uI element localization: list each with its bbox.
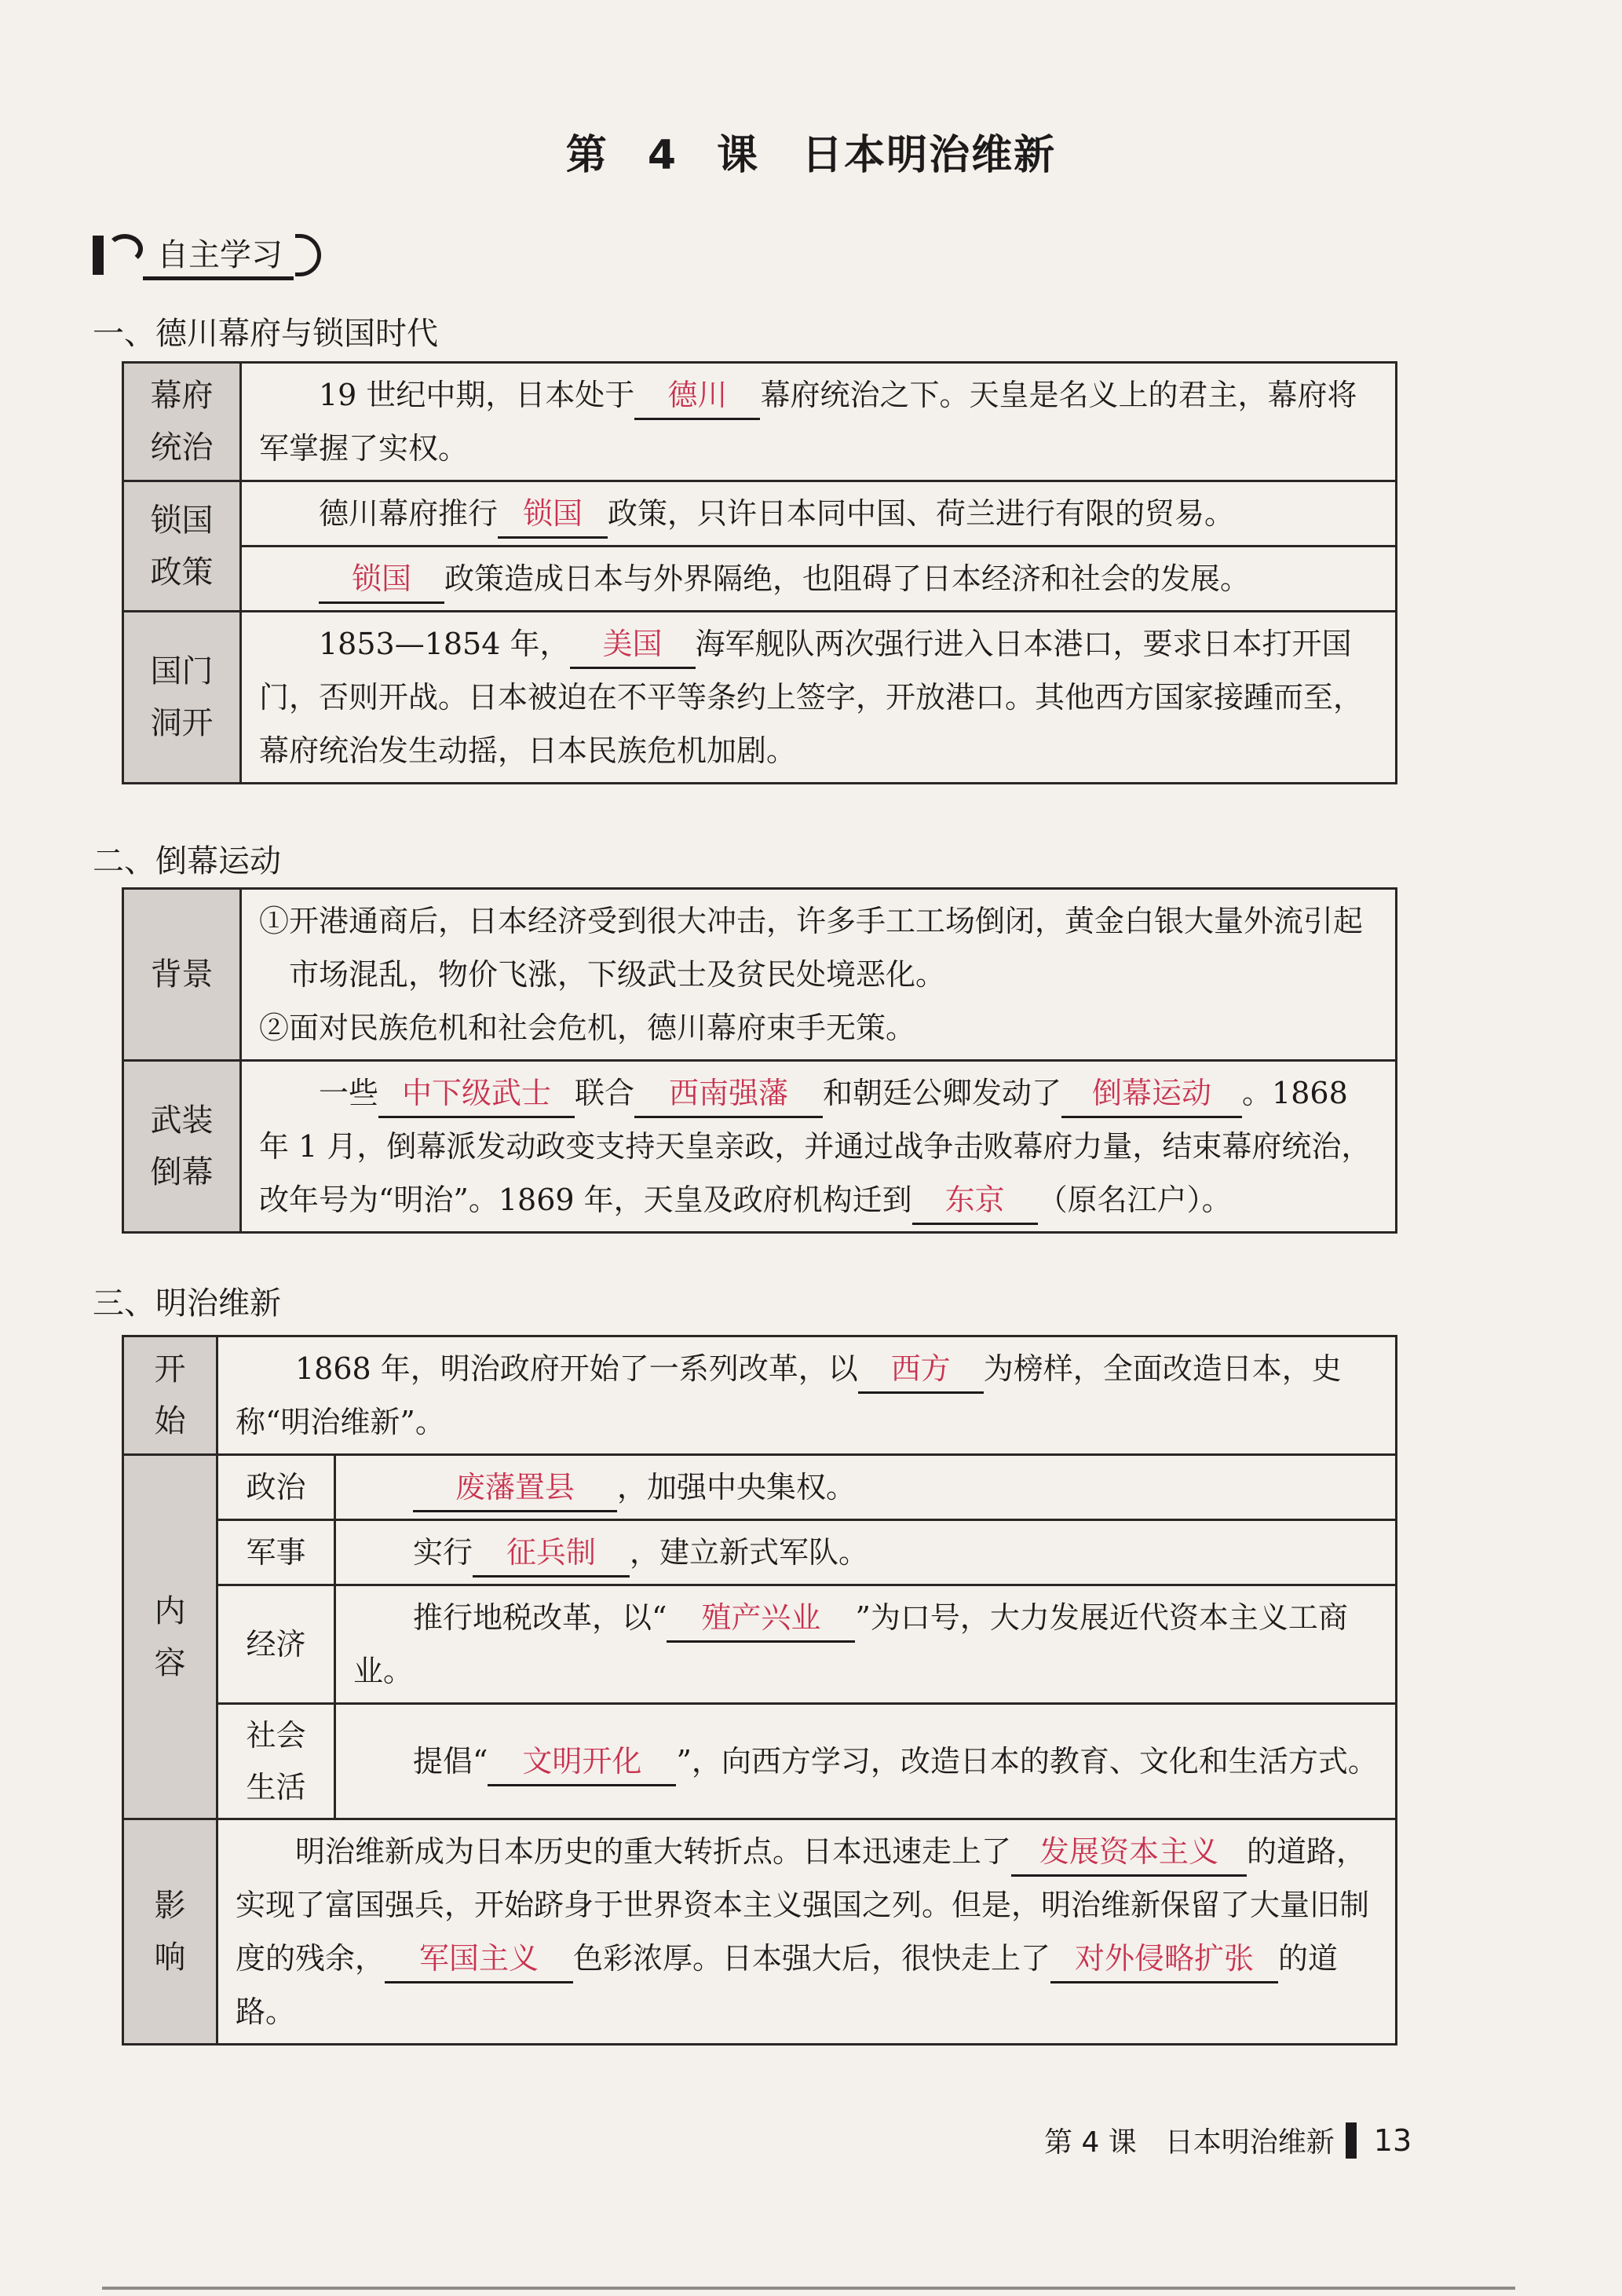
- row-label: 幕府 统治: [123, 363, 241, 481]
- footer-lesson: 第 4 课 日本明治维新: [1044, 2126, 1335, 2159]
- answer-blank: 征兵制: [473, 1530, 630, 1578]
- section-banner-label: 自主学习: [143, 230, 294, 280]
- row-label: 国门 洞开: [123, 612, 241, 784]
- sub-label: 政治: [217, 1455, 335, 1520]
- table-row: [123, 1061, 1397, 1233]
- answer-blank: 西方: [858, 1346, 984, 1394]
- answer-blank: 军国主义: [385, 1936, 573, 1983]
- answer-blank: 美国: [570, 621, 696, 669]
- table-row: [123, 363, 1397, 481]
- answer-blank: 倒幕运动: [1061, 1070, 1242, 1118]
- section-heading-3: 三、明治维新: [93, 1285, 281, 1322]
- page-bottom-rule: [102, 2287, 1515, 2290]
- table-row: [123, 547, 1397, 612]
- table-meiji: [122, 1335, 1397, 2046]
- section-heading-1: 一、德川幕府与锁国时代: [93, 316, 438, 352]
- row-label: 内 容: [123, 1455, 217, 1819]
- lesson-title: 第 4 课 日本明治维新: [565, 132, 1057, 179]
- answer-blank: 锁国: [498, 491, 608, 539]
- background-item-2: ②面对民族危机和社会危机，德川幕府束手无策。: [259, 1011, 916, 1045]
- answer-blank: 文明开化: [488, 1738, 676, 1786]
- row-content: [241, 889, 1397, 1061]
- row-label: 武装 倒幕: [123, 1061, 241, 1233]
- footer-divider: [1346, 2122, 1357, 2159]
- row-content: 一些 中下级武士 联合 西南强藩 和朝廷公卿发动了 倒幕运动 。1868 年 1 月，倒幕派发动政变支持天皇亲政，并通过战争击败幕府力量，结束幕府统治，改年号为“明治”。1869 年，天皇及政府机构迁到 东京 （原名江户）。: [241, 1061, 1397, 1233]
- answer-blank: 中下级武士: [378, 1070, 575, 1118]
- answer-blank: 殖产兴业: [667, 1595, 855, 1643]
- answer-blank: 西南强藩: [634, 1070, 823, 1118]
- table-row: [123, 481, 1397, 547]
- page-number: 13: [1373, 2122, 1412, 2158]
- answer-blank: 发展资本主义: [1011, 1829, 1247, 1877]
- table-row: [123, 612, 1397, 784]
- row-content: 推行地税改革，以“ 殖产兴业 ”为口号，大力发展近代资本主义工商业。: [335, 1585, 1397, 1704]
- pen-icon: [93, 231, 137, 280]
- table-tokugawa: [122, 361, 1397, 784]
- row-content: 锁国 政策造成日本与外界隔绝，也阻碍了日本经济和社会的发展。: [241, 547, 1397, 612]
- row-content: 废藩置县 ，加强中央集权。: [335, 1455, 1397, 1520]
- sub-label: 军事: [217, 1520, 335, 1585]
- row-content: 实行 征兵制 ，建立新式军队。: [335, 1520, 1397, 1585]
- answer-blank: 德川: [634, 372, 760, 420]
- answer-blank: 废藩置县: [413, 1464, 617, 1512]
- banner-end-icon: [295, 234, 321, 276]
- background-item-1: ①开港通商后，日本经济受到很大冲击，许多手工工场倒闭，黄金白银大量外流引起市场混乱，物价飞涨，下级武士及贫民处境恶化。: [259, 904, 1364, 992]
- sub-label: 经济: [217, 1585, 335, 1704]
- row-label: 影 响: [123, 1819, 217, 2045]
- row-content: 明治维新成为日本历史的重大转折点。日本迅速走上了 发展资本主义 的道路，实现了富国强兵，开始跻身于世界资本主义强国之列。但是，明治维新保留了大量旧制度的残余， 军国主义 色彩浓厚。日本强大后，很快走上了 对外侵略扩张 的道路。: [217, 1819, 1397, 2045]
- row-content: 1868 年，明治政府开始了一系列改革，以 西方 为榜样，全面改造日本，史称“明治维新”。: [217, 1336, 1397, 1455]
- row-label: 背景: [123, 889, 241, 1061]
- row-label: 开 始: [123, 1336, 217, 1455]
- row-content: 提倡“ 文明开化 ”，向西方学习，改造日本的教育、文化和生活方式。: [335, 1704, 1397, 1819]
- table-row: [123, 1336, 1397, 1455]
- section-heading-2: 二、倒幕运动: [93, 843, 281, 879]
- row-label: 锁国 政策: [123, 481, 241, 612]
- row-content: 1853—1854 年， 美国 海军舰队两次强行进入日本港口，要求日本打开国门，否则开战。日本被迫在不平等条约上签字，开放港口。其他西方国家接踵而至，幕府统治发生动摇，日本民族危机加剧。: [241, 612, 1397, 784]
- table-row: [123, 889, 1397, 1061]
- answer-blank: 对外侵略扩张: [1050, 1936, 1278, 1983]
- answer-blank: 东京: [912, 1177, 1038, 1225]
- page-footer: [1044, 2120, 1412, 2160]
- section-banner: [93, 228, 321, 283]
- table-row: [123, 1520, 1397, 1585]
- row-content: 19 世纪中期，日本处于 德川 幕府统治之下。天皇是名义上的君主，幕府将军掌握了实权。: [241, 363, 1397, 481]
- answer-blank: 锁国: [319, 556, 444, 604]
- table-row: [123, 1585, 1397, 1704]
- table-overthrow: [122, 887, 1397, 1234]
- table-row: [123, 1704, 1397, 1819]
- row-content: 德川幕府推行 锁国 政策，只许日本同中国、荷兰进行有限的贸易。: [241, 481, 1397, 547]
- table-row: [123, 1819, 1397, 2045]
- table-row: [123, 1455, 1397, 1520]
- sub-label: 社会 生活: [217, 1704, 335, 1819]
